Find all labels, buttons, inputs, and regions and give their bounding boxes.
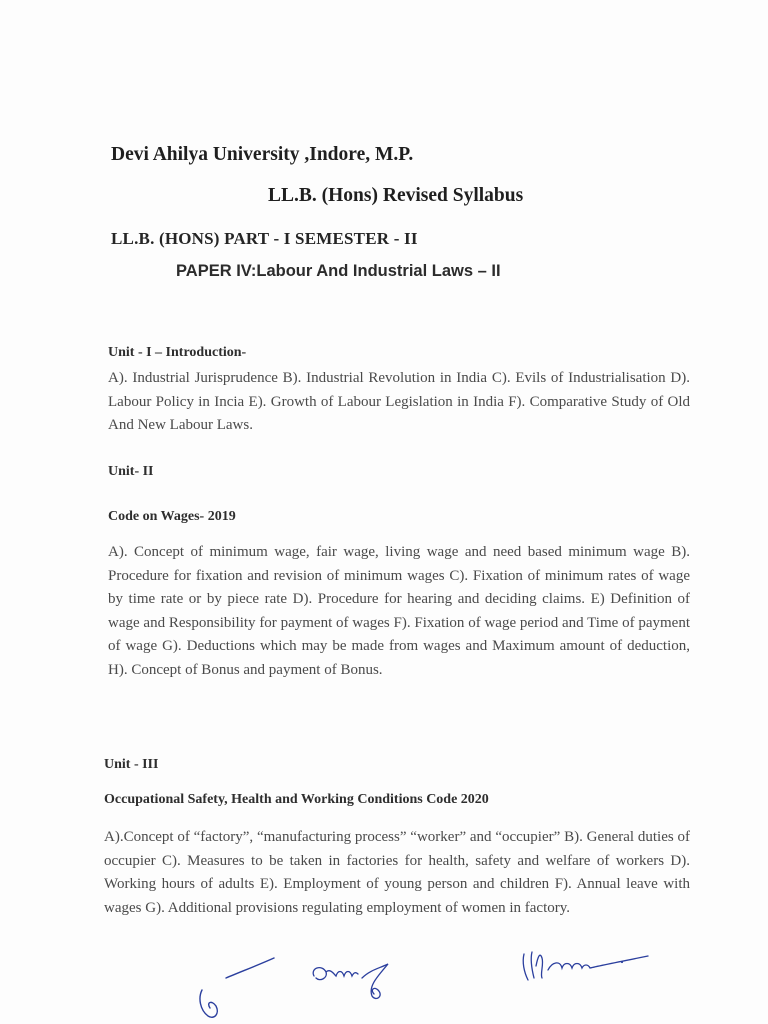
signature-2 [308, 956, 404, 1006]
program-title: LL.B. (Hons) Revised Syllabus [268, 185, 524, 206]
paper-title: PAPER IV:Labour And Industrial Laws – II [176, 262, 501, 280]
unit-2-subheading: Code on Wages- 2019 [108, 509, 236, 524]
unit-3-heading: Unit - III [104, 757, 159, 772]
unit-3-subheading: Occupational Safety, Health and Working Conditions Code 2020 [104, 792, 489, 807]
signature-3 [518, 948, 658, 988]
unit-1-heading: Unit - I – Introduction- [108, 345, 247, 360]
semester-title: LL.B. (HONS) PART - I SEMESTER - II [111, 229, 418, 248]
unit-1-body: A). Industrial Jurisprudence B). Industrial Revolution in India C). Evils of Industrialisation D). Labour Policy in Incia E). Growth of Labour Legislation in India F). Comparative Study of Old And New Labour Laws. [108, 370, 690, 433]
unit-2-heading: Unit- II [108, 464, 154, 479]
signature-1 [196, 950, 286, 1022]
unit-3-body: A).Concept of “factory”, “manufacturing process” “worker” and “occupier” B). General duties of occupier C). Measures to be taken in factories for health, safety and welfare of workers D). Working hours of adults E). Employment of young person and children F). Annual leave with wages G). Additional provisions regulating employment of women in factory. [104, 829, 690, 916]
unit-2-body: A). Concept of minimum wage, fair wage, living wage and need based minimum wage B). Procedure for fixation and revision of minimum wages C). Fixation of minimum rates of wage by time rate or by piece rate D). Procedure for hearing and deciding claims. E) Definition of wage and Responsibility for payment of wages F). Fixation of wage period and Time of payment of wage G). Deductions which may be made from wages and Maximum amount of deduction, H). Concept of Bonus and payment of Bonus. [108, 544, 690, 678]
university-title: Devi Ahilya University ,Indore, M.P. [111, 144, 414, 165]
